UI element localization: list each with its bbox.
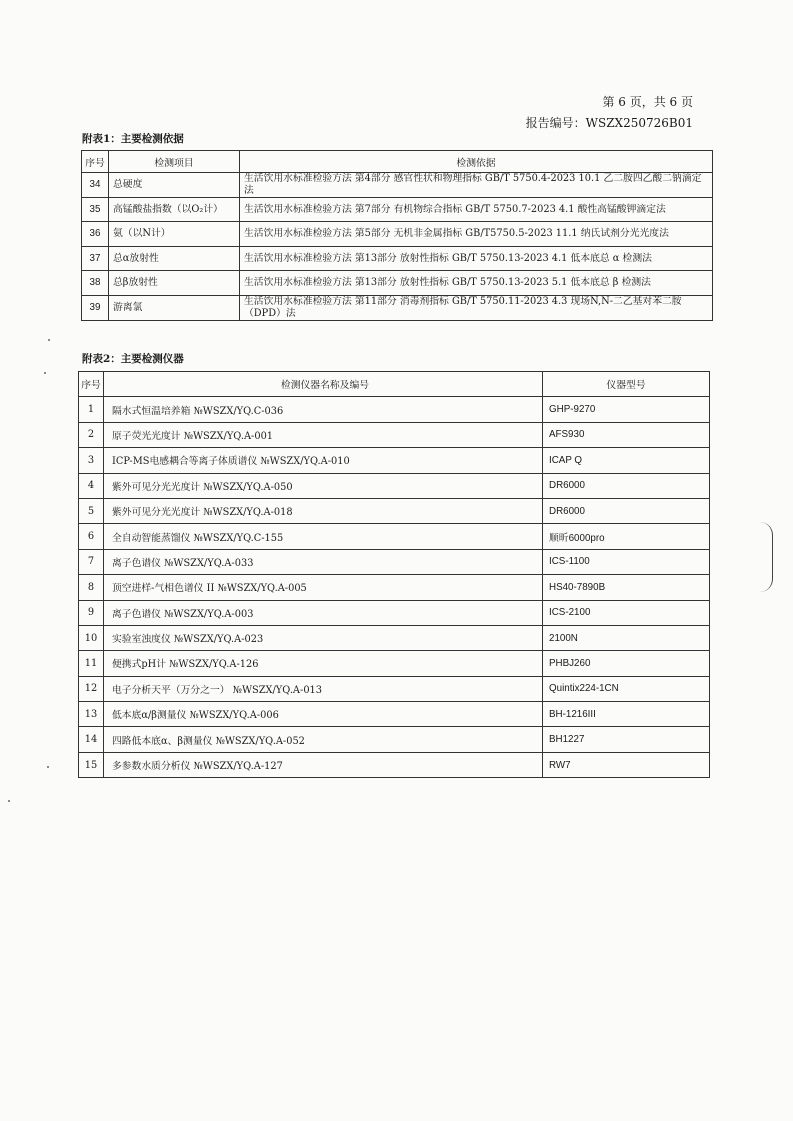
table-row [82, 246, 713, 271]
cell-model: DR6000 [543, 498, 710, 523]
table-header-row [82, 151, 713, 173]
table-row [79, 422, 710, 447]
cell-basis: 生活饮用水标准检验方法 第5部分 无机非金属指标 GB/T5750.5-2023 11.1 纳氏试剂分光光度法 [240, 222, 713, 247]
column-header-model: 仪器型号 [543, 372, 710, 397]
report-number: 报告编号：WSZX250726B01 [525, 116, 693, 130]
cell-instrument: 紫外可见分光光度计 №WSZX/YQ.A-050 [104, 473, 543, 498]
cell-basis: 生活饮用水标准检验方法 第11部分 消毒剂指标 GB/T 5750.11-2023 4.3 现场N,N-二乙基对苯二胺（DPD）法 [240, 295, 713, 320]
cell-no: 2 [79, 422, 104, 447]
cell-item: 游离氯 [109, 295, 240, 320]
table-row [82, 271, 713, 296]
cell-no: 3 [79, 448, 104, 473]
cell-model: BH1227 [543, 727, 710, 752]
scan-speck [47, 766, 49, 768]
instrument-rows [79, 397, 710, 778]
cell-no: 38 [82, 271, 109, 296]
table-row [79, 676, 710, 701]
cell-instrument: 离子色谱仪 №WSZX/YQ.A-003 [104, 600, 543, 625]
table-row [79, 549, 710, 574]
cell-model: ICAP Q [543, 448, 710, 473]
cell-no: 8 [79, 575, 104, 600]
cell-item: 总α放射性 [109, 246, 240, 271]
table-row [79, 575, 710, 600]
cell-model: GHP-9270 [543, 397, 710, 422]
cell-no: 7 [79, 549, 104, 574]
cell-instrument: 低本底α/β测量仪 №WSZX/YQ.A-006 [104, 702, 543, 727]
page-number: 第 6 页，共 6 页 [602, 95, 693, 109]
column-header-basis: 检测依据 [240, 151, 713, 173]
cell-instrument: 顶空进样-气相色谱仪 II №WSZX/YQ.A-005 [104, 575, 543, 600]
cell-model: ICS-1100 [543, 549, 710, 574]
cell-model: PHBJ260 [543, 651, 710, 676]
table-row [79, 651, 710, 676]
cell-instrument: 多参数水质分析仪 №WSZX/YQ.A-127 [104, 752, 543, 777]
scan-mark [760, 522, 773, 592]
cell-instrument: 隔水式恒温培养箱 №WSZX/YQ.C-036 [104, 397, 543, 422]
table-row [79, 397, 710, 422]
table2-title: 附表2：主要检测仪器 [82, 353, 184, 365]
cell-model: DR6000 [543, 473, 710, 498]
column-header-no: 序号 [82, 151, 109, 173]
testing-basis-table [81, 150, 713, 321]
cell-basis: 生活饮用水标准检验方法 第13部分 放射性指标 GB/T 5750.13-2023 4.1 低本底总 α 检测法 [240, 246, 713, 271]
cell-instrument: 离子色谱仪 №WSZX/YQ.A-033 [104, 549, 543, 574]
cell-no: 34 [82, 173, 109, 198]
cell-item: 总β放射性 [109, 271, 240, 296]
cell-instrument: 四路低本底α、β测量仪 №WSZX/YQ.A-052 [104, 727, 543, 752]
cell-instrument: 电子分析天平（万分之一） №WSZX/YQ.A-013 [104, 676, 543, 701]
table-row [82, 222, 713, 247]
cell-model: Quintix224-1CN [543, 676, 710, 701]
table-row [79, 524, 710, 549]
cell-model: ICS-2100 [543, 600, 710, 625]
column-header-item: 检测项目 [109, 151, 240, 173]
table1-title: 附表1：主要检测依据 [82, 133, 184, 145]
cell-instrument: 原子荧光光度计 №WSZX/YQ.A-001 [104, 422, 543, 447]
cell-no: 39 [82, 295, 109, 320]
cell-item: 总硬度 [109, 173, 240, 198]
cell-no: 13 [79, 702, 104, 727]
table-row [79, 473, 710, 498]
page-header [526, 92, 693, 134]
cell-model: HS40-7890B [543, 575, 710, 600]
table-row [79, 625, 710, 650]
testing-basis-rows [82, 173, 713, 321]
cell-no: 36 [82, 222, 109, 247]
cell-basis: 生活饮用水标准检验方法 第7部分 有机物综合指标 GB/T 5750.7-2023 4.1 酸性高锰酸钾滴定法 [240, 197, 713, 222]
scan-speck [44, 372, 46, 374]
table-row [79, 727, 710, 752]
cell-no: 12 [79, 676, 104, 701]
table-header-row [79, 372, 710, 397]
cell-no: 10 [79, 625, 104, 650]
table-row [79, 498, 710, 523]
table-row [82, 173, 713, 198]
cell-model: RW7 [543, 752, 710, 777]
cell-model: 2100N [543, 625, 710, 650]
cell-model: 顺昕6000pro [543, 524, 710, 549]
cell-item: 氨（以N计） [109, 222, 240, 247]
instrument-table [78, 371, 710, 778]
cell-no: 35 [82, 197, 109, 222]
cell-instrument: 全自动智能蒸馏仪 №WSZX/YQ.C-155 [104, 524, 543, 549]
cell-model: AFS930 [543, 422, 710, 447]
cell-no: 6 [79, 524, 104, 549]
cell-model: BH-1216III [543, 702, 710, 727]
cell-no: 5 [79, 498, 104, 523]
cell-instrument: 紫外可见分光光度计 №WSZX/YQ.A-018 [104, 498, 543, 523]
cell-no: 14 [79, 727, 104, 752]
cell-instrument: ICP-MS电感耦合等离子体质谱仪 №WSZX/YQ.A-010 [104, 448, 543, 473]
cell-instrument: 实验室浊度仪 №WSZX/YQ.A-023 [104, 625, 543, 650]
table-row [79, 600, 710, 625]
cell-item: 高锰酸盐指数（以O₂计） [109, 197, 240, 222]
scan-speck [48, 339, 50, 341]
cell-basis: 生活饮用水标准检验方法 第13部分 放射性指标 GB/T 5750.13-2023 5.1 低本底总 β 检测法 [240, 271, 713, 296]
cell-no: 4 [79, 473, 104, 498]
cell-no: 11 [79, 651, 104, 676]
cell-no: 15 [79, 752, 104, 777]
column-header-instrument: 检测仪器名称及编号 [104, 372, 543, 397]
column-header-no: 序号 [79, 372, 104, 397]
cell-basis: 生活饮用水标准检验方法 第4部分 感官性状和物理指标 GB/T 5750.4-2023 10.1 乙二胺四乙酸二钠滴定法 [240, 173, 713, 198]
scan-speck [8, 800, 10, 802]
table-row [82, 295, 713, 320]
table-row [79, 448, 710, 473]
cell-no: 1 [79, 397, 104, 422]
table-row [82, 197, 713, 222]
cell-instrument: 便携式pH计 №WSZX/YQ.A-126 [104, 651, 543, 676]
table-row [79, 702, 710, 727]
cell-no: 9 [79, 600, 104, 625]
table-row [79, 752, 710, 777]
cell-no: 37 [82, 246, 109, 271]
